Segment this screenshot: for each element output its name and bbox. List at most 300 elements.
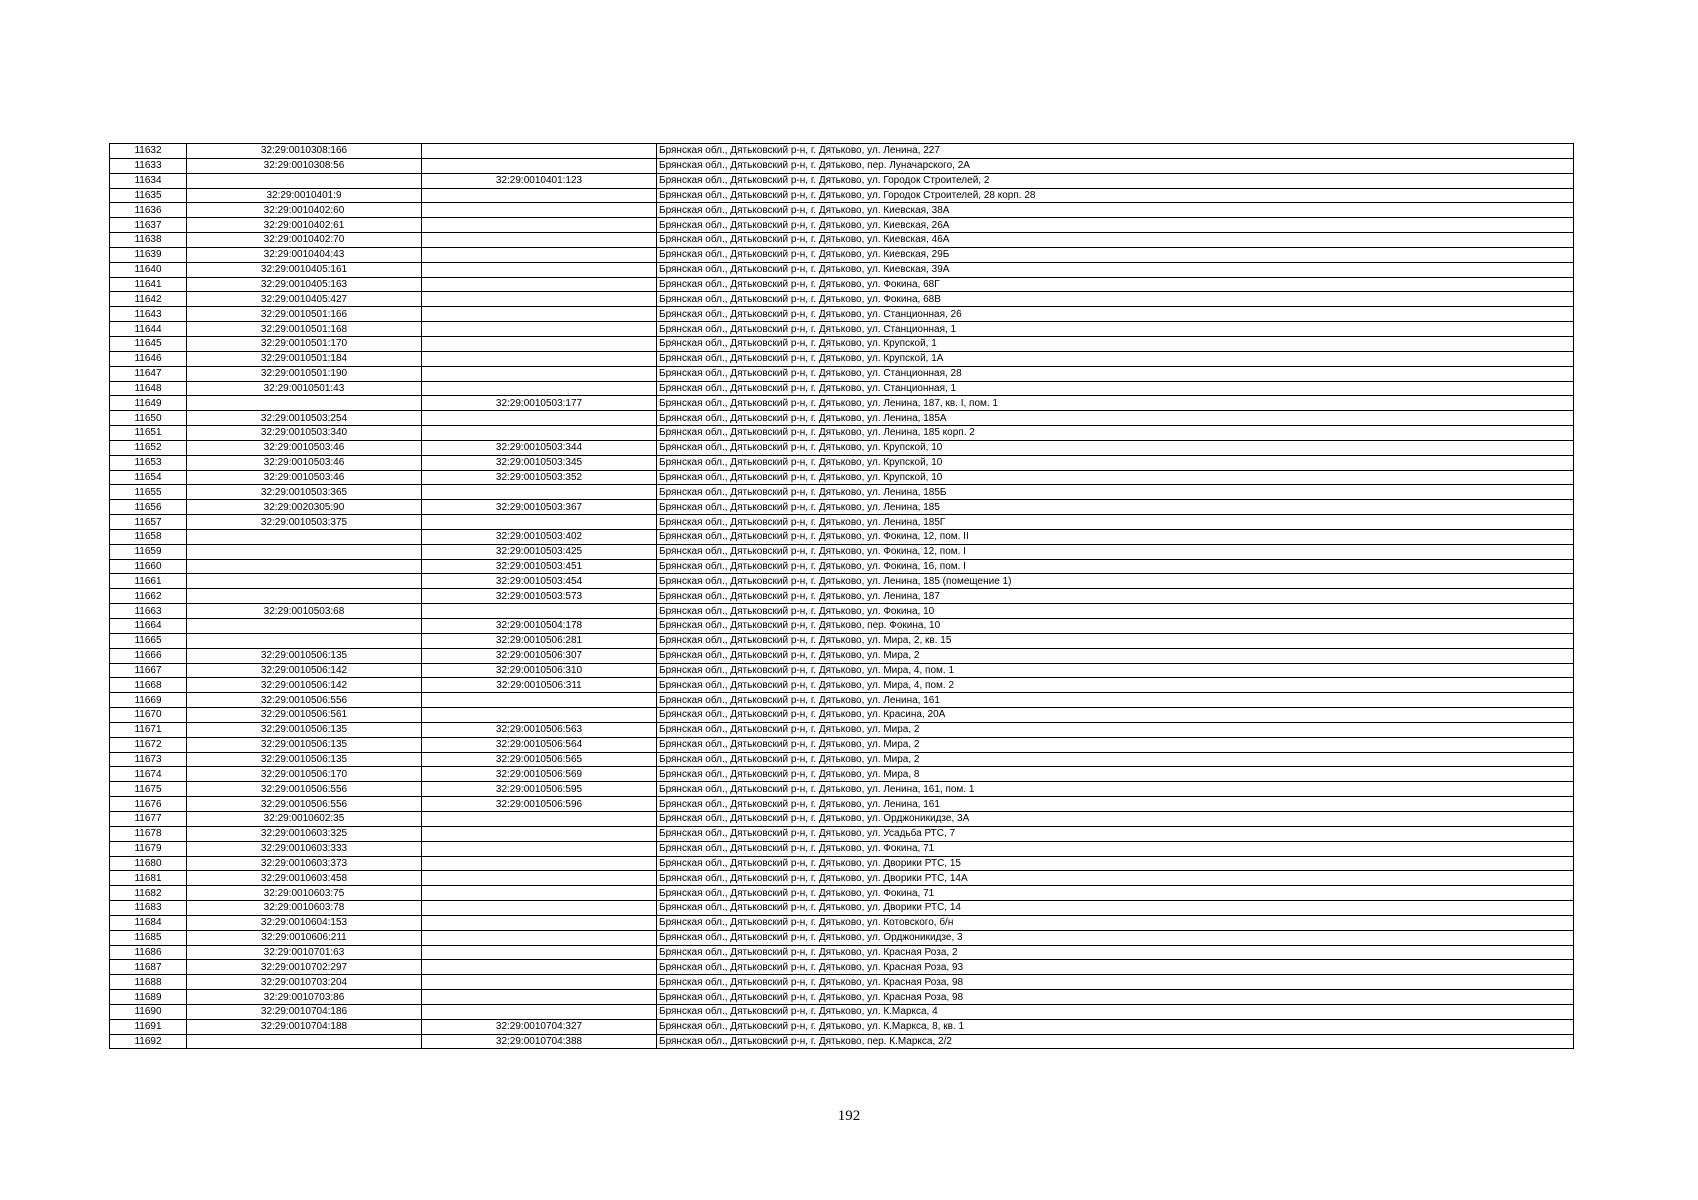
building-number-cell: [422, 233, 657, 248]
row-number-cell: 11679: [110, 841, 187, 856]
table-row: [110, 589, 1574, 604]
address-cell: Брянская обл., Дятьковский р-н, г. Дятьково, ул. Ленина, 161, пом. 1: [657, 782, 1574, 797]
address-cell: Брянская обл., Дятьковский р-н, г. Дятьково, ул. Киевская, 39А: [657, 262, 1574, 277]
row-number-cell: 11674: [110, 767, 187, 782]
address-cell: Брянская обл., Дятьковский р-н, г. Дятьково, ул. Ленина, 187: [657, 589, 1574, 604]
building-number-cell: 32:29:0010503:402: [422, 529, 657, 544]
building-number-cell: [422, 411, 657, 426]
address-cell: Брянская обл., Дятьковский р-н, г. Дятьково, ул. Ленина, 187, кв. I, пом. 1: [657, 396, 1574, 411]
cadastral-number-cell: 32:29:0010603:78: [187, 901, 422, 916]
table-row: [110, 411, 1574, 426]
table-row: [110, 797, 1574, 812]
cadastral-number-cell: 32:29:0010703:86: [187, 990, 422, 1005]
address-cell: Брянская обл., Дятьковский р-н, г. Дятьково, пер. Фокина, 10: [657, 619, 1574, 634]
cadastral-number-cell: 32:29:0010503:46: [187, 455, 422, 470]
cadastral-number-cell: [187, 544, 422, 559]
address-cell: Брянская обл., Дятьковский р-н, г. Дятьково, ул. К.Маркса, 4: [657, 1004, 1574, 1019]
table-row: [110, 559, 1574, 574]
row-number-cell: 11652: [110, 440, 187, 455]
row-number-cell: 11634: [110, 173, 187, 188]
address-cell: Брянская обл., Дятьковский р-н, г. Дятьково, ул. Ленина, 227: [657, 144, 1574, 159]
address-cell: Брянская обл., Дятьковский р-н, г. Дятьково, ул. Фокина, 71: [657, 841, 1574, 856]
address-cell: Брянская обл., Дятьковский р-н, г. Дятьково, ул. Фокина, 10: [657, 604, 1574, 619]
address-cell: Брянская обл., Дятьковский р-н, г. Дятьково, ул. Мира, 4, пом. 2: [657, 678, 1574, 693]
cadastral-number-cell: [187, 396, 422, 411]
row-number-cell: 11658: [110, 529, 187, 544]
table-row: [110, 693, 1574, 708]
table-row: [110, 871, 1574, 886]
row-number-cell: 11669: [110, 693, 187, 708]
row-number-cell: 11644: [110, 322, 187, 337]
cadastral-number-cell: 32:29:0010603:333: [187, 841, 422, 856]
address-cell: Брянская обл., Дятьковский р-н, г. Дятьково, ул. Станционная, 1: [657, 381, 1574, 396]
table-row: [110, 663, 1574, 678]
cadastral-number-cell: [187, 633, 422, 648]
row-number-cell: 11675: [110, 782, 187, 797]
table-row: [110, 322, 1574, 337]
building-number-cell: [422, 871, 657, 886]
cadastral-number-cell: 32:29:0010602:35: [187, 811, 422, 826]
address-cell: Брянская обл., Дятьковский р-н, г. Дятьково, ул. Мира, 2: [657, 648, 1574, 663]
row-number-cell: 11641: [110, 277, 187, 292]
building-number-cell: 32:29:0010503:177: [422, 396, 657, 411]
row-number-cell: 11667: [110, 663, 187, 678]
address-cell: Брянская обл., Дятьковский р-н, г. Дятьково, ул. Фокина, 12, пом. II: [657, 529, 1574, 544]
row-number-cell: 11676: [110, 797, 187, 812]
building-number-cell: [422, 158, 657, 173]
table-row: [110, 277, 1574, 292]
cadastral-number-cell: [187, 574, 422, 589]
address-cell: Брянская обл., Дятьковский р-н, г. Дятьково, ул. Мира, 2: [657, 722, 1574, 737]
cadastral-number-cell: [187, 619, 422, 634]
row-number-cell: 11639: [110, 247, 187, 262]
cadastral-number-cell: 32:29:0010401:9: [187, 188, 422, 203]
row-number-cell: 11647: [110, 366, 187, 381]
table-row: [110, 529, 1574, 544]
address-cell: Брянская обл., Дятьковский р-н, г. Дятьково, ул. Орджоникидзе, 3: [657, 930, 1574, 945]
address-cell: Брянская обл., Дятьковский р-н, г. Дятьково, ул. Красная Роза, 2: [657, 945, 1574, 960]
cadastral-number-cell: 32:29:0010503:68: [187, 604, 422, 619]
cadastral-number-cell: 32:29:0010603:325: [187, 826, 422, 841]
address-cell: Брянская обл., Дятьковский р-н, г. Дятьково, ул. Мира, 8: [657, 767, 1574, 782]
building-number-cell: [422, 426, 657, 441]
address-cell: Брянская обл., Дятьковский р-н, г. Дятьково, ул. Станционная, 1: [657, 322, 1574, 337]
row-number-cell: 11638: [110, 233, 187, 248]
table-row: [110, 455, 1574, 470]
table-row: [110, 366, 1574, 381]
row-number-cell: 11684: [110, 915, 187, 930]
cadastral-number-cell: 32:29:0010506:556: [187, 693, 422, 708]
row-number-cell: 11670: [110, 708, 187, 723]
row-number-cell: 11659: [110, 544, 187, 559]
cadastral-number-cell: 32:29:0010405:163: [187, 277, 422, 292]
building-number-cell: 32:29:0010506:564: [422, 737, 657, 752]
building-number-cell: [422, 485, 657, 500]
table-row: [110, 737, 1574, 752]
cadastral-number-cell: 32:29:0020305:90: [187, 500, 422, 515]
row-number-cell: 11632: [110, 144, 187, 159]
row-number-cell: 11651: [110, 426, 187, 441]
building-number-cell: 32:29:0010506:563: [422, 722, 657, 737]
address-cell: Брянская обл., Дятьковский р-н, г. Дятьково, ул. Ленина, 161: [657, 693, 1574, 708]
row-number-cell: 11689: [110, 990, 187, 1005]
building-number-cell: [422, 515, 657, 530]
address-cell: Брянская обл., Дятьковский р-н, г. Дятьково, ул. Мира, 2: [657, 752, 1574, 767]
row-number-cell: 11645: [110, 336, 187, 351]
building-number-cell: 32:29:0010503:367: [422, 500, 657, 515]
building-number-cell: [422, 811, 657, 826]
row-number-cell: 11681: [110, 871, 187, 886]
table-row: [110, 307, 1574, 322]
table-row: [110, 604, 1574, 619]
address-cell: Брянская обл., Дятьковский р-н, г. Дятьково, ул. К.Маркса, 8, кв. 1: [657, 1019, 1574, 1034]
row-number-cell: 11680: [110, 856, 187, 871]
row-number-cell: 11665: [110, 633, 187, 648]
address-cell: Брянская обл., Дятьковский р-н, г. Дятьково, ул. Красная Роза, 98: [657, 990, 1574, 1005]
cadastral-number-cell: 32:29:0010703:204: [187, 975, 422, 990]
row-number-cell: 11663: [110, 604, 187, 619]
cadastral-number-cell: 32:29:0010506:556: [187, 797, 422, 812]
row-number-cell: 11635: [110, 188, 187, 203]
table-row: [110, 396, 1574, 411]
table-row: [110, 1034, 1574, 1049]
building-number-cell: [422, 841, 657, 856]
row-number-cell: 11662: [110, 589, 187, 604]
cadastral-number-cell: 32:29:0010604:153: [187, 915, 422, 930]
building-number-cell: [422, 144, 657, 159]
cadastral-number-cell: 32:29:0010704:188: [187, 1019, 422, 1034]
building-number-cell: 32:29:0010506:569: [422, 767, 657, 782]
table-row: [110, 619, 1574, 634]
cadastral-number-cell: 32:29:0010501:43: [187, 381, 422, 396]
address-cell: Брянская обл., Дятьковский р-н, г. Дятьково, ул. Ленина, 185Г: [657, 515, 1574, 530]
building-number-cell: [422, 218, 657, 233]
cadastral-number-cell: 32:29:0010503:46: [187, 440, 422, 455]
cadastral-number-cell: 32:29:0010404:43: [187, 247, 422, 262]
address-cell: Брянская обл., Дятьковский р-н, г. Дятьково, ул. Мира, 2: [657, 737, 1574, 752]
row-number-cell: 11671: [110, 722, 187, 737]
building-number-cell: [422, 901, 657, 916]
address-cell: Брянская обл., Дятьковский р-н, г. Дятьково, ул. Мира, 4, пом. 1: [657, 663, 1574, 678]
building-number-cell: 32:29:0010506:307: [422, 648, 657, 663]
address-cell: Брянская обл., Дятьковский р-н, г. Дятьково, ул. Котовского, б/н: [657, 915, 1574, 930]
address-cell: Брянская обл., Дятьковский р-н, г. Дятьково, ул. Дворики РТС, 14А: [657, 871, 1574, 886]
address-cell: Брянская обл., Дятьковский р-н, г. Дятьково, пер. К.Маркса, 2/2: [657, 1034, 1574, 1049]
cadastral-number-cell: 32:29:0010506:142: [187, 663, 422, 678]
table-row: [110, 247, 1574, 262]
registry-table: [109, 143, 1574, 1049]
cadastral-number-cell: [187, 589, 422, 604]
table-row: [110, 930, 1574, 945]
table-row: [110, 886, 1574, 901]
cadastral-number-cell: [187, 529, 422, 544]
building-number-cell: 32:29:0010506:311: [422, 678, 657, 693]
cadastral-number-cell: 32:29:0010503:254: [187, 411, 422, 426]
building-number-cell: 32:29:0010503:425: [422, 544, 657, 559]
table-row: [110, 144, 1574, 159]
cadastral-number-cell: 32:29:0010506:135: [187, 722, 422, 737]
address-cell: Брянская обл., Дятьковский р-н, г. Дятьково, ул. Дворики РТС, 15: [657, 856, 1574, 871]
building-number-cell: [422, 203, 657, 218]
building-number-cell: 32:29:0010503:454: [422, 574, 657, 589]
table-row: [110, 901, 1574, 916]
cadastral-number-cell: 32:29:0010702:297: [187, 960, 422, 975]
building-number-cell: 32:29:0010503:451: [422, 559, 657, 574]
address-cell: Брянская обл., Дятьковский р-н, г. Дятьково, ул. Городок Строителей, 28 корп. 28: [657, 188, 1574, 203]
building-number-cell: [422, 930, 657, 945]
building-number-cell: [422, 960, 657, 975]
row-number-cell: 11690: [110, 1004, 187, 1019]
address-cell: Брянская обл., Дятьковский р-н, г. Дятьково, ул. Городок Строителей, 2: [657, 173, 1574, 188]
table-row: [110, 708, 1574, 723]
table-row: [110, 500, 1574, 515]
row-number-cell: 11655: [110, 485, 187, 500]
row-number-cell: 11691: [110, 1019, 187, 1034]
cadastral-number-cell: 32:29:0010701:63: [187, 945, 422, 960]
building-number-cell: [422, 322, 657, 337]
row-number-cell: 11642: [110, 292, 187, 307]
table-row: [110, 173, 1574, 188]
building-number-cell: [422, 366, 657, 381]
row-number-cell: 11660: [110, 559, 187, 574]
building-number-cell: [422, 247, 657, 262]
cadastral-number-cell: 32:29:0010501:168: [187, 322, 422, 337]
cadastral-number-cell: 32:29:0010603:458: [187, 871, 422, 886]
cadastral-number-cell: 32:29:0010506:142: [187, 678, 422, 693]
row-number-cell: 11640: [110, 262, 187, 277]
cadastral-number-cell: [187, 559, 422, 574]
row-number-cell: 11682: [110, 886, 187, 901]
cadastral-number-cell: 32:29:0010501:170: [187, 336, 422, 351]
row-number-cell: 11653: [110, 455, 187, 470]
cadastral-number-cell: 32:29:0010402:61: [187, 218, 422, 233]
row-number-cell: 11649: [110, 396, 187, 411]
building-number-cell: 32:29:0010506:596: [422, 797, 657, 812]
cadastral-number-cell: 32:29:0010402:70: [187, 233, 422, 248]
cadastral-number-cell: 32:29:0010506:556: [187, 782, 422, 797]
address-cell: Брянская обл., Дятьковский р-н, г. Дятьково, ул. Крупской, 10: [657, 455, 1574, 470]
building-number-cell: 32:29:0010704:388: [422, 1034, 657, 1049]
registry-table-body: [110, 144, 1574, 1049]
building-number-cell: [422, 292, 657, 307]
table-row: [110, 381, 1574, 396]
row-number-cell: 11692: [110, 1034, 187, 1049]
address-cell: Брянская обл., Дятьковский р-н, г. Дятьково, ул. Крупской, 1А: [657, 351, 1574, 366]
row-number-cell: 11656: [110, 500, 187, 515]
address-cell: Брянская обл., Дятьковский р-н, г. Дятьково, ул. Ленина, 185А: [657, 411, 1574, 426]
row-number-cell: 11648: [110, 381, 187, 396]
row-number-cell: 11661: [110, 574, 187, 589]
table-row: [110, 1004, 1574, 1019]
building-number-cell: 32:29:0010506:310: [422, 663, 657, 678]
address-cell: Брянская обл., Дятьковский р-н, г. Дятьково, ул. Станционная, 28: [657, 366, 1574, 381]
building-number-cell: 32:29:0010504:178: [422, 619, 657, 634]
table-row: [110, 292, 1574, 307]
table-row: [110, 960, 1574, 975]
building-number-cell: 32:29:0010503:573: [422, 589, 657, 604]
table-row: [110, 262, 1574, 277]
table-row: [110, 203, 1574, 218]
table-row: [110, 722, 1574, 737]
building-number-cell: [422, 990, 657, 1005]
building-number-cell: 32:29:0010704:327: [422, 1019, 657, 1034]
address-cell: Брянская обл., Дятьковский р-н, г. Дятьково, ул. Ленина, 185 (помещение 1): [657, 574, 1574, 589]
row-number-cell: 11686: [110, 945, 187, 960]
row-number-cell: 11673: [110, 752, 187, 767]
cadastral-number-cell: 32:29:0010503:365: [187, 485, 422, 500]
cadastral-number-cell: 32:29:0010503:375: [187, 515, 422, 530]
address-cell: Брянская обл., Дятьковский р-н, г. Дятьково, ул. Мира, 2, кв. 15: [657, 633, 1574, 648]
table-row: [110, 574, 1574, 589]
building-number-cell: 32:29:0010503:344: [422, 440, 657, 455]
building-number-cell: 32:29:0010503:352: [422, 470, 657, 485]
cadastral-number-cell: 32:29:0010506:561: [187, 708, 422, 723]
building-number-cell: [422, 945, 657, 960]
building-number-cell: [422, 336, 657, 351]
table-row: [110, 426, 1574, 441]
table-row: [110, 158, 1574, 173]
table-row: [110, 945, 1574, 960]
building-number-cell: [422, 826, 657, 841]
table-row: [110, 515, 1574, 530]
cadastral-number-cell: 32:29:0010308:166: [187, 144, 422, 159]
building-number-cell: 32:29:0010506:281: [422, 633, 657, 648]
table-row: [110, 841, 1574, 856]
table-row: [110, 544, 1574, 559]
row-number-cell: 11678: [110, 826, 187, 841]
row-number-cell: 11657: [110, 515, 187, 530]
table-row: [110, 470, 1574, 485]
address-cell: Брянская обл., Дятьковский р-н, г. Дятьково, ул. Красина, 20А: [657, 708, 1574, 723]
row-number-cell: 11646: [110, 351, 187, 366]
table-row: [110, 1019, 1574, 1034]
address-cell: Брянская обл., Дятьковский р-н, г. Дятьково, пер. Луначарского, 2А: [657, 158, 1574, 173]
table-row: [110, 990, 1574, 1005]
building-number-cell: [422, 307, 657, 322]
cadastral-number-cell: 32:29:0010501:190: [187, 366, 422, 381]
building-number-cell: [422, 188, 657, 203]
address-cell: Брянская обл., Дятьковский р-н, г. Дятьково, ул. Усадьба РТС, 7: [657, 826, 1574, 841]
building-number-cell: [422, 693, 657, 708]
row-number-cell: 11685: [110, 930, 187, 945]
address-cell: Брянская обл., Дятьковский р-н, г. Дятьково, ул. Фокина, 68Г: [657, 277, 1574, 292]
cadastral-number-cell: 32:29:0010603:75: [187, 886, 422, 901]
row-number-cell: 11650: [110, 411, 187, 426]
address-cell: Брянская обл., Дятьковский р-н, г. Дятьково, ул. Ленина, 161: [657, 797, 1574, 812]
cadastral-number-cell: 32:29:0010503:340: [187, 426, 422, 441]
table-row: [110, 485, 1574, 500]
table-row: [110, 233, 1574, 248]
cadastral-number-cell: 32:29:0010405:161: [187, 262, 422, 277]
cadastral-number-cell: [187, 173, 422, 188]
row-number-cell: 11683: [110, 901, 187, 916]
building-number-cell: 32:29:0010506:565: [422, 752, 657, 767]
address-cell: Брянская обл., Дятьковский р-н, г. Дятьково, ул. Станционная, 26: [657, 307, 1574, 322]
row-number-cell: 11677: [110, 811, 187, 826]
table-row: [110, 336, 1574, 351]
row-number-cell: 11666: [110, 648, 187, 663]
table-row: [110, 975, 1574, 990]
cadastral-number-cell: 32:29:0010606:211: [187, 930, 422, 945]
cadastral-number-cell: 32:29:0010402:60: [187, 203, 422, 218]
cadastral-number-cell: 32:29:0010506:170: [187, 767, 422, 782]
building-number-cell: [422, 708, 657, 723]
building-number-cell: [422, 381, 657, 396]
building-number-cell: [422, 604, 657, 619]
address-cell: Брянская обл., Дятьковский р-н, г. Дятьково, ул. Ленина, 185: [657, 500, 1574, 515]
row-number-cell: 11636: [110, 203, 187, 218]
table-row: [110, 678, 1574, 693]
building-number-cell: [422, 351, 657, 366]
address-cell: Брянская обл., Дятьковский р-н, г. Дятьково, ул. Крупской, 1: [657, 336, 1574, 351]
cadastral-number-cell: 32:29:0010603:373: [187, 856, 422, 871]
cadastral-number-cell: 32:29:0010308:56: [187, 158, 422, 173]
table-row: [110, 811, 1574, 826]
table-row: [110, 218, 1574, 233]
cadastral-number-cell: 32:29:0010704:186: [187, 1004, 422, 1019]
table-row: [110, 856, 1574, 871]
table-row: [110, 648, 1574, 663]
table-row: [110, 633, 1574, 648]
cadastral-number-cell: [187, 1034, 422, 1049]
address-cell: Брянская обл., Дятьковский р-н, г. Дятьково, ул. Крупской, 10: [657, 440, 1574, 455]
address-cell: Брянская обл., Дятьковский р-н, г. Дятьково, ул. Орджоникидзе, 3А: [657, 811, 1574, 826]
address-cell: Брянская обл., Дятьковский р-н, г. Дятьково, ул. Крупской, 10: [657, 470, 1574, 485]
address-cell: Брянская обл., Дятьковский р-н, г. Дятьково, ул. Фокина, 71: [657, 886, 1574, 901]
address-cell: Брянская обл., Дятьковский р-н, г. Дятьково, ул. Фокина, 68В: [657, 292, 1574, 307]
table-row: [110, 767, 1574, 782]
cadastral-number-cell: 32:29:0010506:135: [187, 737, 422, 752]
address-cell: Брянская обл., Дятьковский р-н, г. Дятьково, ул. Фокина, 12, пом. I: [657, 544, 1574, 559]
building-number-cell: [422, 1004, 657, 1019]
cadastral-number-cell: 32:29:0010506:135: [187, 648, 422, 663]
table-row: [110, 752, 1574, 767]
table-row: [110, 915, 1574, 930]
row-number-cell: 11654: [110, 470, 187, 485]
table-row: [110, 188, 1574, 203]
table-row: [110, 826, 1574, 841]
building-number-cell: [422, 975, 657, 990]
cadastral-number-cell: 32:29:0010501:166: [187, 307, 422, 322]
cadastral-number-cell: 32:29:0010503:46: [187, 470, 422, 485]
table-row: [110, 351, 1574, 366]
row-number-cell: 11688: [110, 975, 187, 990]
address-cell: Брянская обл., Дятьковский р-н, г. Дятьково, ул. Дворики РТС, 14: [657, 901, 1574, 916]
address-cell: Брянская обл., Дятьковский р-н, г. Дятьково, ул. Киевская, 29Б: [657, 247, 1574, 262]
building-number-cell: [422, 277, 657, 292]
address-cell: Брянская обл., Дятьковский р-н, г. Дятьково, ул. Красная Роза, 98: [657, 975, 1574, 990]
cadastral-number-cell: 32:29:0010405:427: [187, 292, 422, 307]
address-cell: Брянская обл., Дятьковский р-н, г. Дятьково, ул. Красная Роза, 93: [657, 960, 1574, 975]
cadastral-number-cell: 32:29:0010501:184: [187, 351, 422, 366]
address-cell: Брянская обл., Дятьковский р-н, г. Дятьково, ул. Фокина, 16, пом. I: [657, 559, 1574, 574]
building-number-cell: [422, 915, 657, 930]
address-cell: Брянская обл., Дятьковский р-н, г. Дятьково, ул. Киевская, 46А: [657, 233, 1574, 248]
building-number-cell: 32:29:0010506:595: [422, 782, 657, 797]
row-number-cell: 11664: [110, 619, 187, 634]
address-cell: Брянская обл., Дятьковский р-н, г. Дятьково, ул. Ленина, 185 корп. 2: [657, 426, 1574, 441]
row-number-cell: 11687: [110, 960, 187, 975]
building-number-cell: 32:29:0010401:123: [422, 173, 657, 188]
table-row: [110, 440, 1574, 455]
row-number-cell: 11633: [110, 158, 187, 173]
address-cell: Брянская обл., Дятьковский р-н, г. Дятьково, ул. Ленина, 185Б: [657, 485, 1574, 500]
address-cell: Брянская обл., Дятьковский р-н, г. Дятьково, ул. Киевская, 26А: [657, 218, 1574, 233]
table-row: [110, 782, 1574, 797]
row-number-cell: 11668: [110, 678, 187, 693]
page-number: 192: [837, 1108, 861, 1124]
building-number-cell: 32:29:0010503:345: [422, 455, 657, 470]
